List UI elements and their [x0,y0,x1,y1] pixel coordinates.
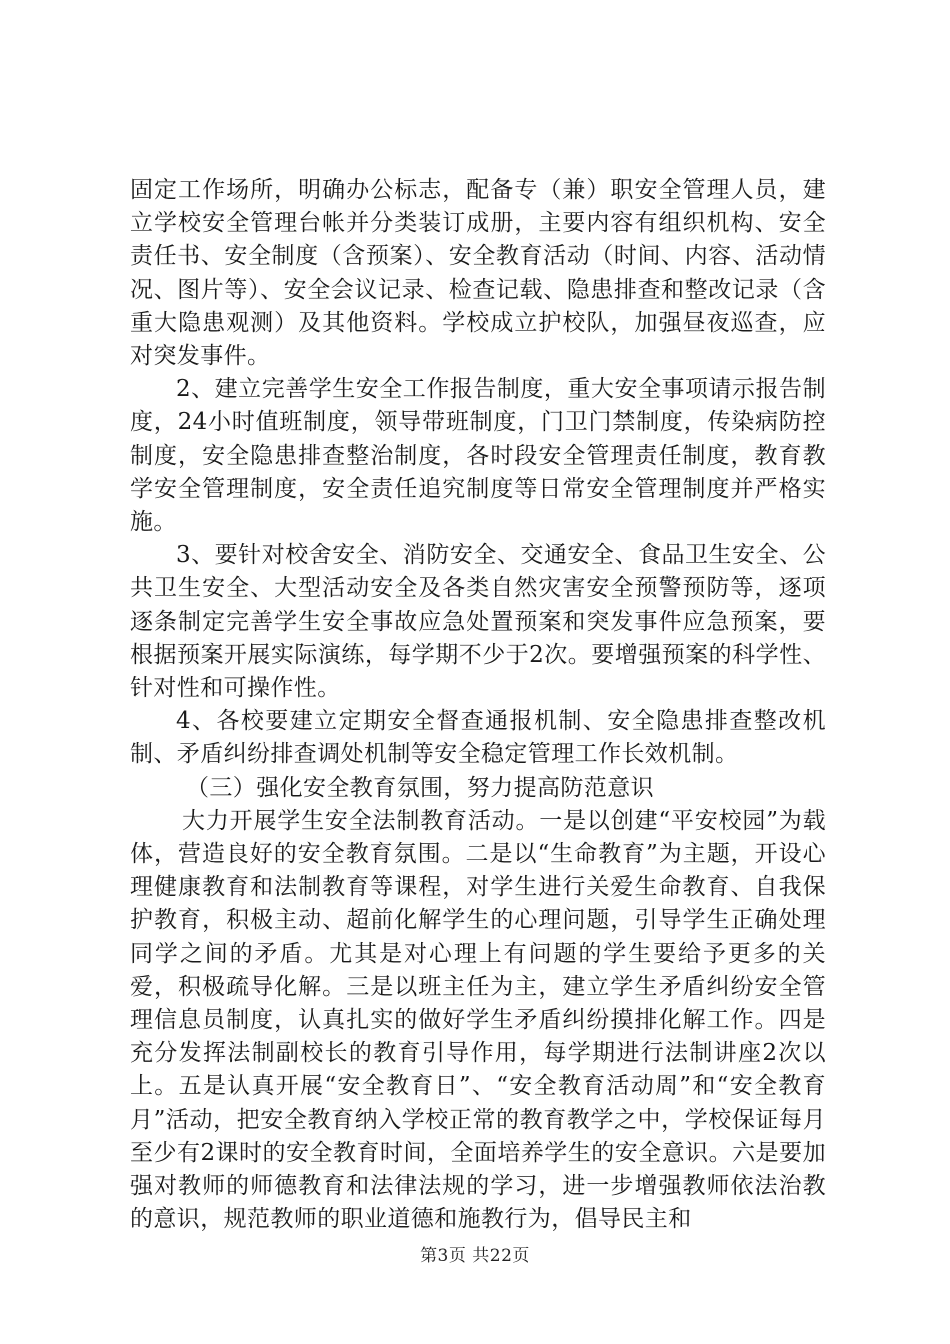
paragraph-item-4: 4、各校要建立定期安全督查通报机制、安全隐患排查整改机制、矛盾纠纷排查调处机制等安全稳定管理工作长效机制。 [130,708,826,768]
paragraph-continuation: 固定工作场所，明确办公标志，配备专（兼）职安全管理人员，建立学校安全管理台帐并分类装订成册，主要内容有组织机构、安全责任书、安全制度（含预案）、安全教育活动（时间、内容、活动情况、图片等）、安全会议记录、检查记载、隐患排查和整改记录（含重大隐患观测）及其他资料。学校成立护校队，加强昼夜巡查，应对突发事件。 [130,177,826,370]
section-heading: （三）强化安全教育氛围，努力提高防范意识 [186,774,654,801]
paragraph-safety-education: 大力开展学生安全法制教育活动。一是以创建“平安校园”为载体，营造良好的安全教育氛围。二是以“生命教育”为主题，开设心理健康教育和法制教育等课程，对学生进行关爱生命教育、自我保护教育，积极主动、超前化解学生的心理问题，引导学生正确处理同学之间的矛盾。尤其是对心理上有问题的学生要给予更多的关爱，积极疏导化解。三是以班主任为主，建立学生矛盾纠纷安全管理信息员制度，认真扎实的做好学生矛盾纠纷摸排化解工作。四是充分发挥法制副校长的教育引导作用，每学期进行法制讲座2次以上。五是认真开展“安全教育日”、“安全教育活动周”和“安全教育月”活动，把安全教育纳入学校正常的教育教学之中，学校保证每月至少有2课时的安全教育时间，全面培养学生的安全意识。六是要加强对教师的师德教育和法律法规的学习，进一步增强教师依法治教的意识，规范教师的职业道德和施教行为，倡导民主和 [130,807,826,1233]
paragraph-item-3: 3、要针对校舍安全、消防安全、交通安全、食品卫生安全、公共卫生安全、大型活动安全及各类自然灾害安全预警预防等，逐项逐条制定完善学生安全事故应急处置预案和突发事件应急预案，要根据预案开展实际演练，每学期不少于2次。要增强预案的科学性、针对性和可操作性。 [130,542,826,702]
paragraph-item-2: 2、建立完善学生安全工作报告制度，重大安全事项请示报告制度，24小时值班制度，领导带班制度，门卫门禁制度，传染病防控制度，安全隐患排查整治制度，各时段安全管理责任制度，教育教学安全管理制度，安全责任追究制度等日常安全管理制度并严格实施。 [130,376,826,536]
document-body [130,174,826,1237]
page-footer: 第3页 共22页 [420,1246,530,1266]
